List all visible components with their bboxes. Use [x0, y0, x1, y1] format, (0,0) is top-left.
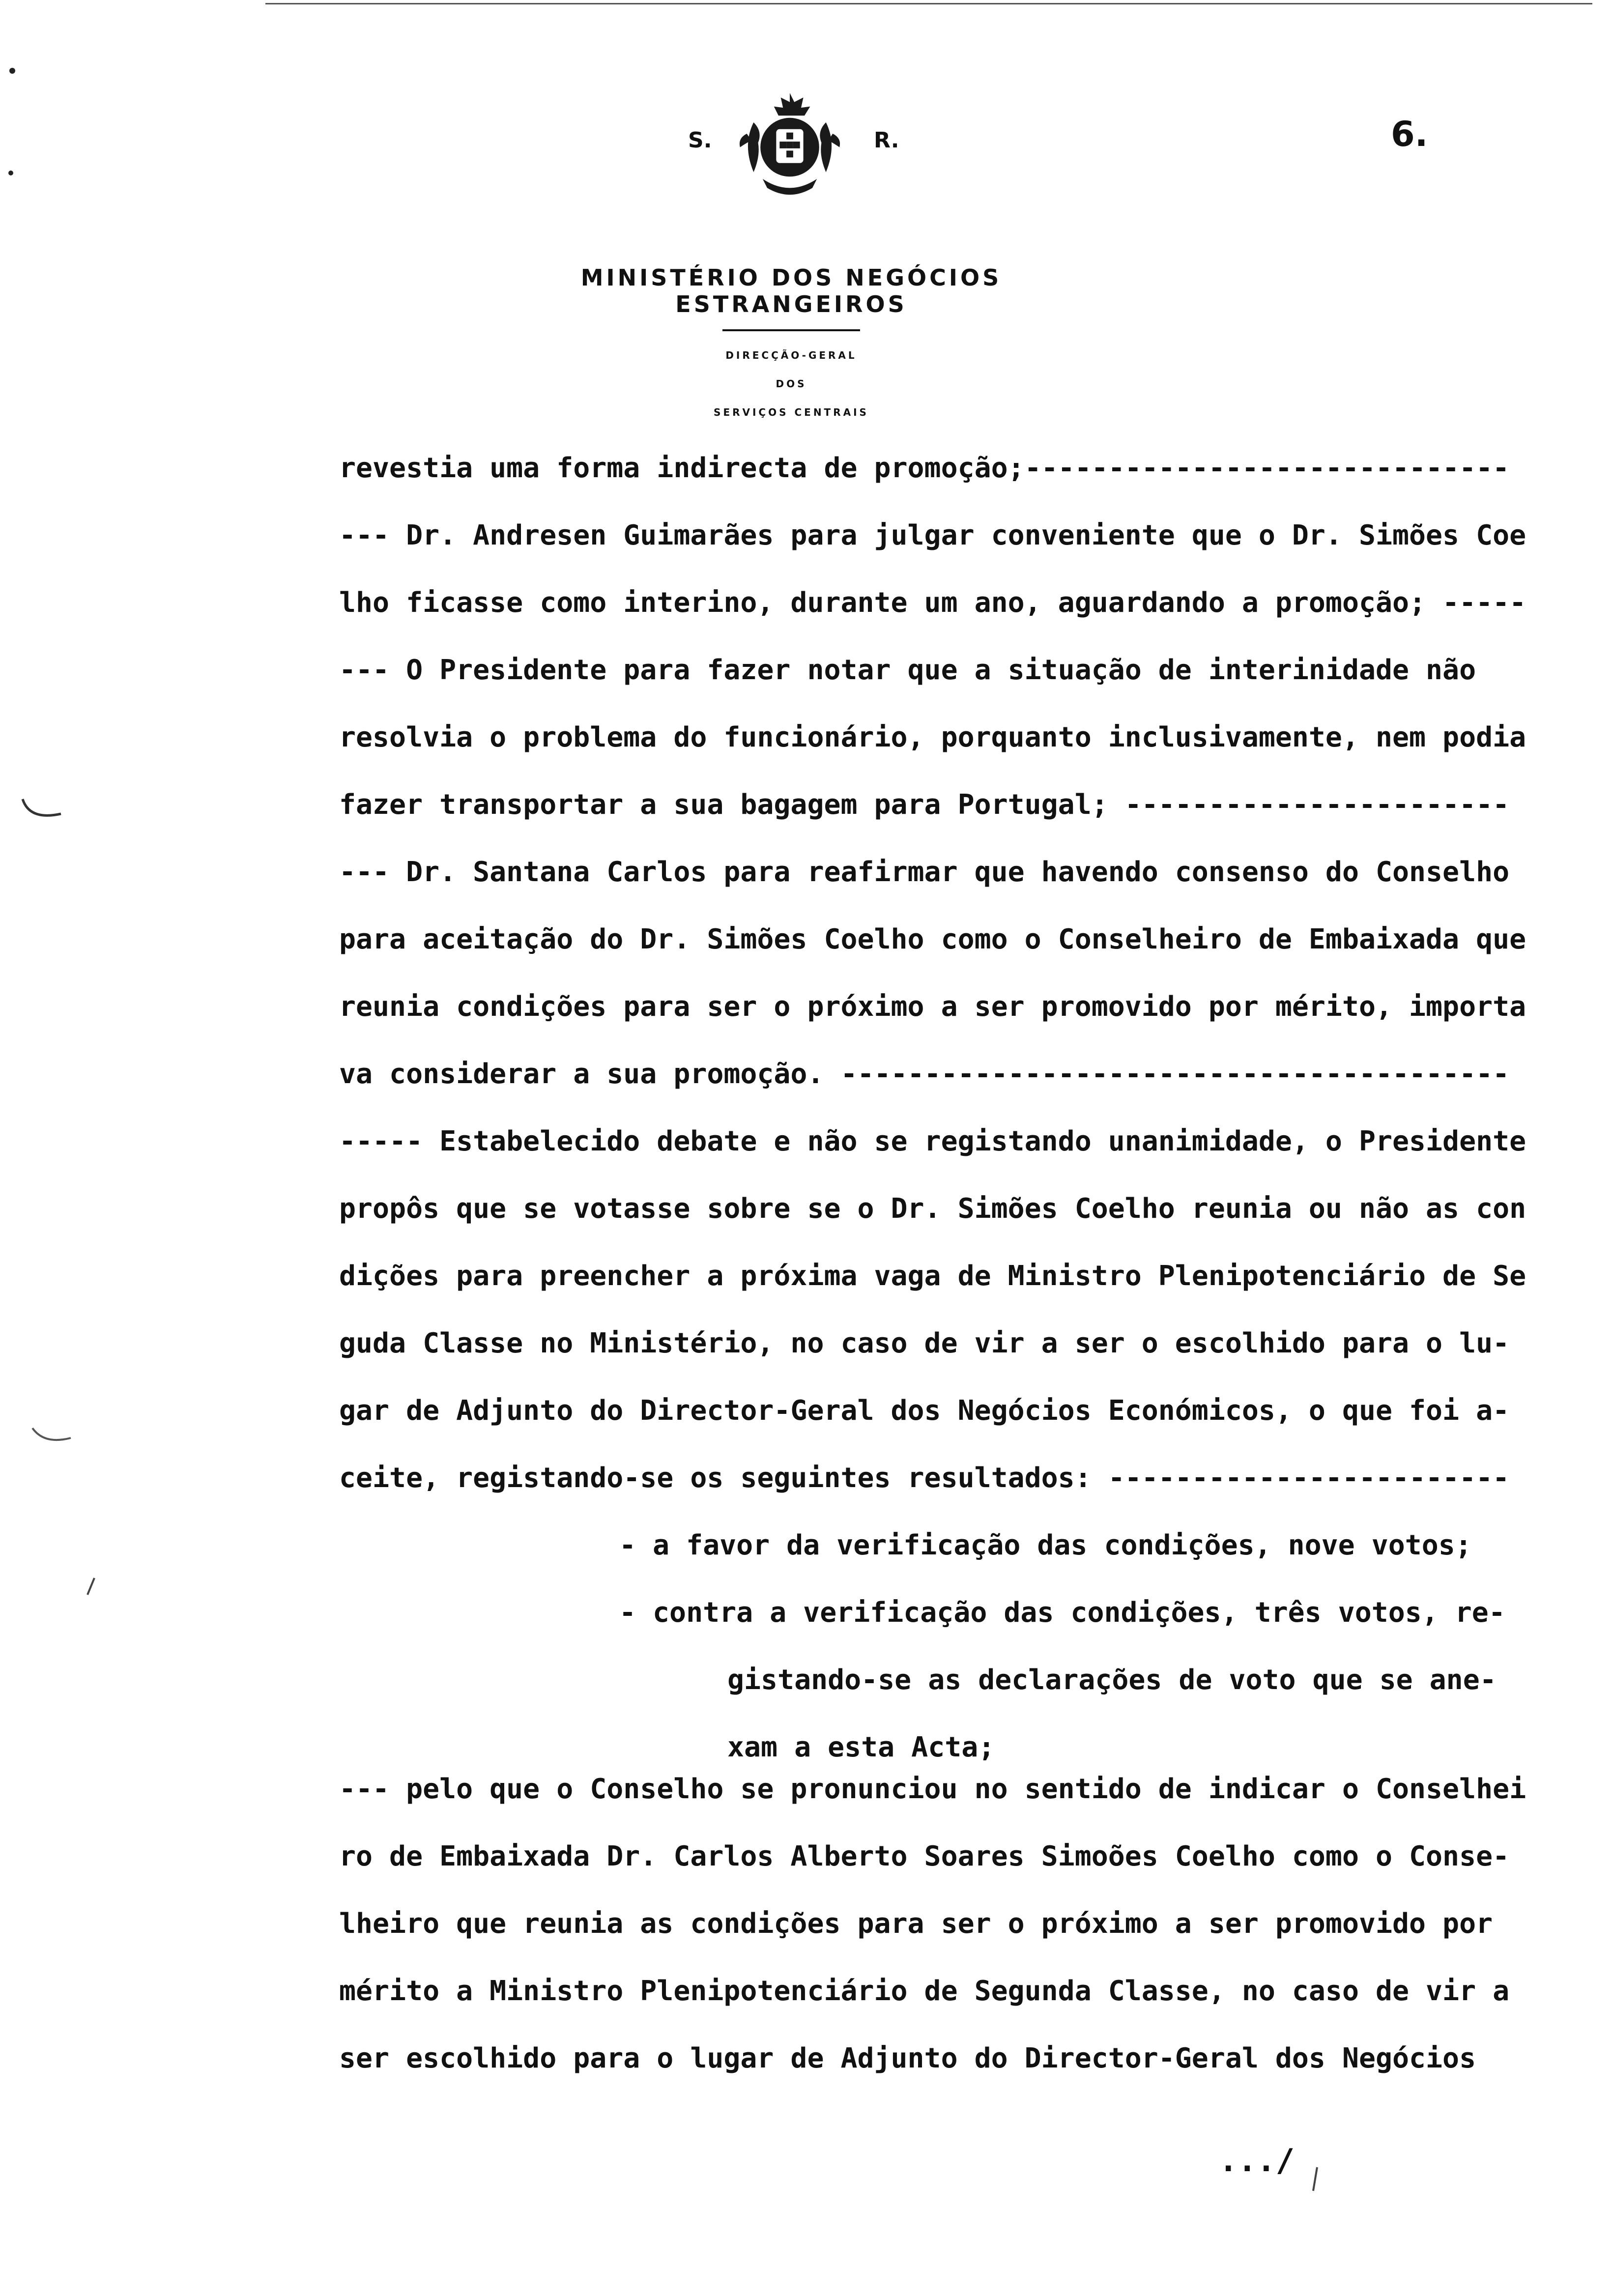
body-line: ser escolhido para o lugar de Adjunto do Director-Geral dos Negócios	[339, 2042, 1476, 2074]
body-line: resolvia o problema do funcionário, porquanto inclusivamente, nem podia	[339, 721, 1526, 753]
body-line: --- Dr. Santana Carlos para reafirmar que havendo consenso do Conselho	[339, 856, 1510, 888]
margin-mark-icon	[84, 1575, 98, 1600]
body-line: guda Classe no Ministério, no caso de vir a ser o escolhido para o lu-	[339, 1327, 1510, 1359]
body-line: revestia uma forma indirecta de promoção;-----------------------------	[339, 452, 1510, 484]
crest-row	[472, 74, 1111, 201]
body-line: lheiro que reunia as condições para ser o próximo a ser promovido por	[339, 1908, 1493, 1940]
letterhead-divider	[722, 329, 860, 331]
sr-right-label: R.	[874, 128, 899, 153]
margin-mark-icon	[1307, 2162, 1322, 2197]
department-line-1: DIRECÇÃO-GERAL	[725, 349, 857, 361]
body-line: gar de Adjunto do Director-Geral dos Negócios Económicos, o que foi a-	[339, 1395, 1510, 1427]
body-line: fazer transportar a sua bagagem para Portugal; -----------------------	[339, 789, 1510, 821]
body-line: --- Dr. Andresen Guimarães para julgar conveniente que o Dr. Simões Coe	[339, 519, 1526, 551]
page-number: 6.	[1391, 114, 1428, 154]
body-line: lho ficasse como interino, durante um ano, aguardando a promoção; -----	[339, 587, 1526, 619]
body-line: reunia condições para ser o próximo a ser promovido por mérito, importa	[339, 991, 1526, 1023]
body-line: ro de Embaixada Dr. Carlos Alberto Soares Simoões Coelho como o Conse-	[339, 1840, 1510, 1872]
margin-mark-icon	[29, 1425, 74, 1450]
body-line: va considerar a sua promoção. ----------------------------------------	[339, 1058, 1510, 1090]
department-line-3: SERVIÇOS CENTRAIS	[714, 406, 869, 418]
body-line: mérito a Ministro Plenipotenciário de Segunda Classe, no caso de vir a	[339, 1975, 1510, 2007]
continuation-mark: .../	[1219, 2143, 1295, 2179]
department-line-2: DOS	[776, 378, 807, 390]
body-line: para aceitação do Dr. Simões Coelho como o Conselheiro de Embaixada que	[339, 923, 1526, 955]
sr-left-label: S.	[688, 128, 712, 153]
body-line: propôs que se votasse sobre se o Dr. Simões Coelho reunia ou não as con	[339, 1193, 1526, 1225]
vote-result-line: xam a esta Acta;	[727, 1731, 995, 1763]
coat-of-arms-icon	[733, 88, 846, 201]
ministry-name: MINISTÉRIO DOS NEGÓCIOS ESTRANGEIROS	[580, 264, 1002, 317]
body-line: --- pelo que o Conselho se pronunciou no sentido de indicar o Conselhei	[339, 1773, 1526, 1805]
letterhead	[472, 74, 1111, 427]
margin-mark-icon	[20, 796, 64, 826]
vote-result-line: - contra a verificação das condições, três votos, re-	[619, 1597, 1505, 1629]
body-line: ----- Estabelecido debate e não se registando unanimidade, o Presidente	[339, 1125, 1526, 1157]
body-line: dições para preencher a próxima vaga de Ministro Plenipotenciário de Se	[339, 1260, 1526, 1292]
margin-dots-icon	[5, 64, 20, 182]
vote-result-line: - a favor da verificação das condições, nove votos;	[619, 1529, 1472, 1561]
body-line: --- O Presidente para fazer notar que a situação de interinidade não	[339, 654, 1476, 686]
body-line: ceite, registando-se os seguintes resultados: ------------------------	[339, 1462, 1510, 1494]
vote-result-line: gistando-se as declarações de voto que se ane-	[727, 1664, 1497, 1696]
scan-top-edge	[265, 3, 1592, 4]
